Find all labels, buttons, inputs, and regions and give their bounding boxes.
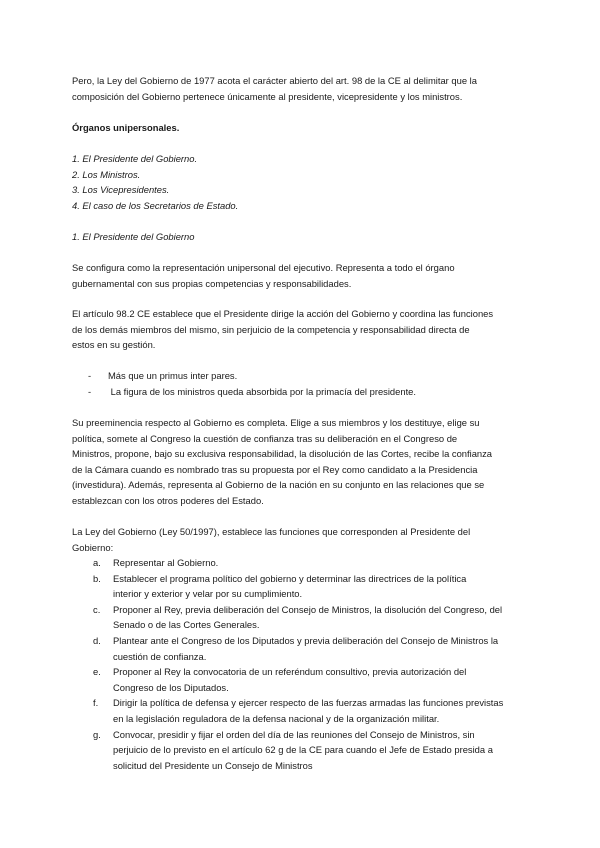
functions-list <box>72 555 542 773</box>
list-item <box>72 571 542 602</box>
toc-item: 3. Los Vicepresidentes. <box>72 184 170 196</box>
list-text: Plantear ante el Congreso de los Diputados y previa deliberación del Consejo de Ministros la <box>113 634 499 646</box>
text-line: Gobierno: <box>72 541 114 553</box>
list-item <box>72 664 542 695</box>
list-item <box>72 555 542 571</box>
bullet-text: La figura de los ministros queda absorbida por la primacía del presidente. <box>108 386 416 397</box>
list-text: en la legislación reguladora de la defensa nacional y de la organización militar. <box>113 712 440 724</box>
text-line: de los demás miembros del mismo, sin perjuicio de la competencia y responsabilidad directa de <box>72 323 470 335</box>
list-text: Convocar, presidir y fijar el orden del día de las reuniones del Consejo de Ministros, sin <box>113 728 475 740</box>
toc-item: 4. El caso de los Secretarios de Estado. <box>72 199 239 211</box>
bullet-text: Más que un primus inter pares. <box>108 370 238 381</box>
bullet-item <box>88 384 416 400</box>
list-text: solicitud del Presidente un Consejo de Ministros <box>113 759 313 771</box>
list-text: perjuicio de lo previsto en el artículo 62 g de la CE para cuando el Jefe de Estado presida a <box>113 744 493 756</box>
intro-paragraph <box>72 73 534 104</box>
text-line: de la Cámara cuando es nombrado tras su propuesta por el Rey como candidato a la Presidencia <box>72 463 478 475</box>
text-line: estos en su gestión. <box>72 339 156 351</box>
list-text: Proponer al Rey, previa deliberación del Consejo de Ministros, la disolución del Congreso, del <box>113 603 503 615</box>
text-line: gubernamental con sus propias competencias y responsabilidades. <box>72 277 352 289</box>
paragraph-ley-gobierno <box>72 524 534 555</box>
paragraph-article-98 <box>72 306 534 353</box>
toc-item: 1. El Presidente del Gobierno. <box>72 153 198 164</box>
list-text: Proponer al Rey la convocatoria de un referéndum consultivo, previa autorización del <box>113 666 467 678</box>
paragraph-representation <box>72 260 534 291</box>
text-line: Pero, la Ley del Gobierno de 1977 acota el carácter abierto del art. 98 de la CE al delimitar que la <box>72 75 477 86</box>
bullet-dash: - <box>88 386 92 397</box>
list-marker: g. <box>93 728 101 740</box>
list-marker: c. <box>93 603 101 615</box>
text-line: Se configura como la representación unipersonal del ejecutivo. Representa a todo el órgano <box>72 262 455 273</box>
toc-item: 2. Los Ministros. <box>72 168 141 180</box>
text-line: Ministros, propone, bajo su exclusiva responsabilidad, la disolución de las Cortes, recibe la confianza <box>72 448 493 460</box>
list-item <box>72 633 542 664</box>
list-item <box>72 695 542 726</box>
list-marker: d. <box>93 634 101 646</box>
list-text: cuestión de confianza. <box>113 650 207 662</box>
list-marker: b. <box>93 572 101 584</box>
text-line: política, somete al Congreso la cuestión de confianza tras su deliberación en el Congreso de <box>72 432 458 444</box>
section-heading: Órganos unipersonales. <box>72 122 180 133</box>
list-marker: a. <box>93 557 101 568</box>
list-text: Congreso de los Diputados. <box>113 681 229 693</box>
list-text: Representar al Gobierno. <box>113 557 219 568</box>
list-marker: f. <box>93 697 99 709</box>
list-item <box>72 727 542 774</box>
bullet-dash: - <box>88 370 92 381</box>
subheading: 1. El Presidente del Gobierno <box>72 231 195 242</box>
list-text: Establecer el programa político del gobierno y determinar las directrices de la política <box>113 572 467 584</box>
text-line: establezcan con los otros poderes del Estado. <box>72 494 264 506</box>
text-line: La Ley del Gobierno (Ley 50/1997), establece las funciones que corresponden al Presidente del <box>72 526 471 537</box>
list-item <box>72 602 542 633</box>
list-text: Dirigir la política de defensa y ejercer respecto de las fuerzas armadas las funciones previstas <box>113 697 504 709</box>
list-text: interior y exterior y velar por su cumplimiento. <box>113 588 303 600</box>
table-of-contents <box>72 151 534 213</box>
text-line: (investidura). Además, representa al Gobierno de la nación en su conjunto en las relaciones que se <box>72 479 485 491</box>
text-line: composición del Gobierno pertenece únicamente al presidente, vicepresidente y los ministros. <box>72 90 463 102</box>
list-marker: e. <box>93 666 101 678</box>
text-line: Su preeminencia respecto al Gobierno es completa. Elige a sus miembros y los destituye, elige su <box>72 417 480 428</box>
text-line: El artículo 98.2 CE establece que el Presidente dirige la acción del Gobierno y coordina las funciones <box>72 308 494 319</box>
list-text: Senado o de las Cortes Generales. <box>113 619 260 631</box>
paragraph-preeminence <box>72 415 534 509</box>
bullet-item <box>88 368 237 384</box>
